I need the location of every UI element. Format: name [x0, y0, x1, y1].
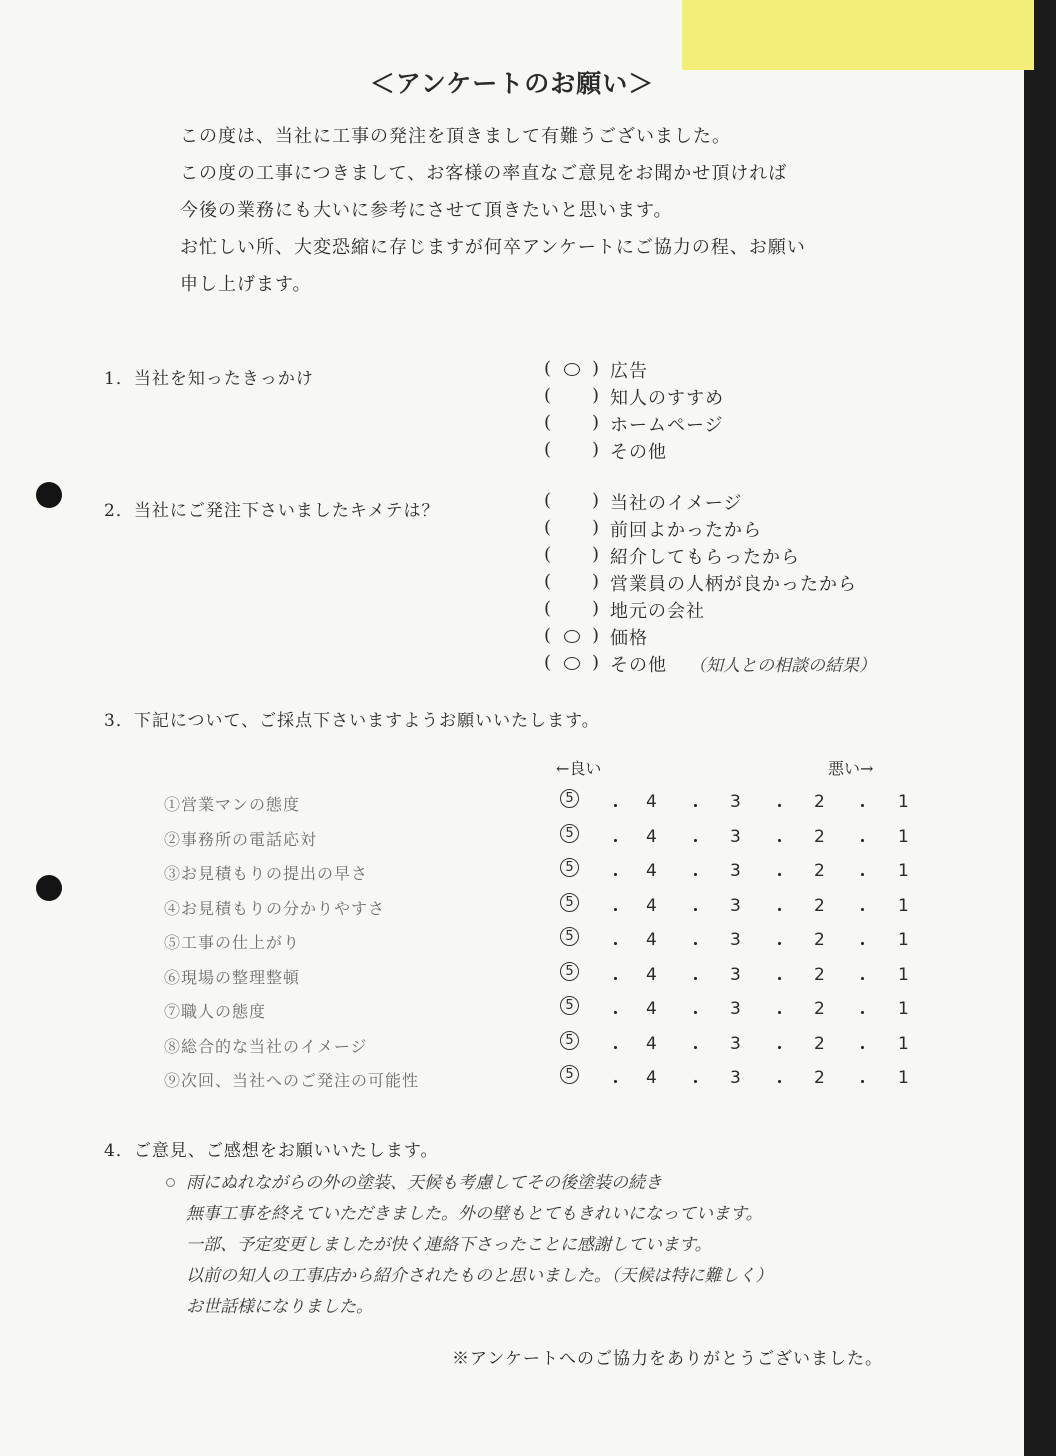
rating-item-label: ①営業マンの態度 [164, 795, 301, 814]
option-label: その他 [610, 441, 667, 463]
binder-hole-bottom [36, 875, 62, 901]
score-1-option[interactable]: 1 [898, 861, 909, 881]
q2-title: 2．当社にご発注下さいましたキメテは？ [104, 501, 440, 521]
score-1-option[interactable]: 1 [898, 1068, 909, 1088]
option-label: 当社のイメージ [610, 492, 743, 514]
comment-bullet-icon [166, 1178, 175, 1187]
q2-option[interactable]: ( ) 前回よかったから [544, 516, 762, 541]
q2-options [544, 488, 984, 677]
score-3-option[interactable]: 3 [730, 930, 741, 950]
circle-mark-icon [564, 630, 580, 643]
score-3-option[interactable]: 3 [730, 826, 741, 847]
q2-option[interactable]: ( ) その他 （知人との相談の結果） [544, 651, 876, 676]
score-5-selected[interactable]: 5 [560, 927, 579, 946]
rating-row [164, 928, 924, 963]
scale-bad-label: 悪い→ [828, 759, 874, 778]
separator-dot: ・ [771, 1073, 788, 1093]
separator-dot: ・ [854, 900, 871, 921]
score-2-option[interactable]: 2 [814, 895, 825, 916]
score-4-option[interactable]: 4 [646, 861, 657, 881]
separator-dot: ・ [854, 831, 871, 852]
comment-line: 以前の知人の工事店から紹介されたものと思いました。（天候は特に難しく） [186, 1266, 773, 1286]
option-label: 紹介してもらったから [610, 546, 800, 568]
separator-dot: ・ [854, 935, 871, 955]
separator-dot: ・ [854, 1073, 871, 1093]
separator-dot: ・ [607, 969, 624, 990]
score-4-option[interactable]: 4 [646, 1033, 657, 1054]
score-5-selected[interactable]: 5 [560, 996, 579, 1015]
rating-item-label: ③お見積もりの提出の早さ [164, 864, 369, 883]
separator-dot: ・ [687, 866, 704, 886]
separator-dot: ・ [607, 797, 624, 817]
separator-dot: ・ [687, 969, 704, 990]
score-4-option[interactable]: 4 [646, 999, 657, 1019]
score-2-option[interactable]: 2 [814, 964, 825, 985]
score-3-option[interactable]: 3 [730, 999, 741, 1019]
score-3-option[interactable]: 3 [730, 1033, 741, 1054]
score-5-selected[interactable]: 5 [560, 824, 579, 843]
separator-dot: ・ [607, 935, 624, 955]
circle-mark-icon [564, 363, 580, 376]
circle-mark-icon [564, 657, 580, 670]
separator-dot: ・ [607, 900, 624, 921]
q1-option[interactable]: ( ) ホームページ [544, 411, 724, 436]
separator-dot: ・ [687, 1073, 704, 1093]
score-1-option[interactable]: 1 [898, 895, 909, 916]
rating-item-label: ⑧総合的な当社のイメージ [164, 1036, 368, 1056]
separator-dot: ・ [854, 1004, 871, 1024]
option-label: 広告 [610, 360, 648, 382]
intro-text [180, 118, 900, 303]
separator-dot: ・ [687, 1038, 704, 1059]
score-3-option[interactable]: 3 [730, 1068, 741, 1088]
binder-hole-top [36, 482, 62, 508]
rating-item-label: ⑦職人の態度 [164, 1002, 267, 1021]
score-4-option[interactable]: 4 [646, 792, 657, 812]
q3-title: 3．下記について、ご採点下さいますようお願いいたします。 [104, 711, 600, 731]
score-5-selected[interactable]: 5 [560, 962, 579, 981]
rating-row [164, 1032, 924, 1067]
separator-dot: ・ [771, 900, 788, 921]
score-4-option[interactable]: 4 [646, 930, 657, 950]
option-label: 地元の会社 [610, 600, 705, 622]
separator-dot: ・ [607, 1004, 624, 1024]
sticky-note [682, 0, 1034, 70]
page-title: ＜アンケートのお願い＞ [369, 69, 655, 98]
separator-dot: ・ [687, 797, 704, 817]
score-2-option[interactable]: 2 [814, 930, 825, 950]
score-3-option[interactable]: 3 [730, 792, 741, 812]
separator-dot: ・ [607, 866, 624, 886]
score-5-selected[interactable]: 5 [560, 1065, 579, 1084]
score-2-option[interactable]: 2 [814, 861, 825, 881]
score-2-option[interactable]: 2 [814, 999, 825, 1019]
score-5-selected[interactable]: 5 [560, 1031, 579, 1050]
separator-dot: ・ [687, 900, 704, 921]
q2-option[interactable]: ( ) 価格 [544, 624, 648, 649]
thanks-note: ※アンケートへのご協力をありがとうございました。 [452, 1349, 883, 1369]
intro-line: この度は、当社に工事の発注を頂きまして有難うございました。 [180, 126, 731, 147]
rating-item-label: ②事務所の電話応対 [164, 829, 318, 849]
separator-dot: ・ [607, 1073, 624, 1093]
separator-dot: ・ [771, 831, 788, 852]
separator-dot: ・ [771, 1038, 788, 1059]
separator-dot: ・ [771, 797, 788, 817]
q4-title: 4．ご意見、ご感想をお願いいたします。 [104, 1141, 439, 1161]
scale-good-label: ←良い [556, 759, 602, 778]
score-1-option[interactable]: 1 [898, 1033, 909, 1054]
q1-option[interactable]: ( ) 知人のすすめ [544, 384, 725, 409]
intro-line: 今後の業務にも大いに参考にさせて頂きたいと思います。 [180, 200, 673, 221]
separator-dot: ・ [854, 866, 871, 886]
score-1-option[interactable]: 1 [898, 930, 909, 950]
option-label: ホームページ [610, 414, 724, 436]
separator-dot: ・ [854, 797, 871, 817]
rating-row [164, 825, 924, 860]
other-note-handwritten: （知人との相談の結果） [689, 656, 876, 676]
separator-dot: ・ [607, 1038, 624, 1059]
score-1-option[interactable]: 1 [898, 792, 909, 812]
q1-option[interactable]: ( ) 広告 [544, 357, 648, 382]
score-2-option[interactable]: 2 [814, 1068, 825, 1088]
rating-item-label: ⑥現場の整理整頓 [164, 967, 301, 987]
score-1-option[interactable]: 1 [898, 826, 909, 847]
comment-line: お世話様になりました。 [186, 1297, 373, 1317]
score-1-option[interactable]: 1 [898, 964, 909, 985]
score-4-option[interactable]: 4 [646, 1068, 657, 1088]
separator-dot: ・ [771, 969, 788, 990]
option-label: 価格 [610, 627, 648, 649]
score-4-option[interactable]: 4 [646, 826, 657, 847]
rating-row [164, 790, 924, 825]
rating-item-label: ④お見積もりの分かりやすさ [164, 898, 386, 918]
q2-option[interactable]: ( ) 地元の会社 [544, 597, 705, 622]
score-2-option[interactable]: 2 [814, 792, 825, 812]
separator-dot: ・ [687, 1004, 704, 1024]
option-label: その他 [610, 654, 667, 676]
score-4-option[interactable]: 4 [646, 895, 657, 916]
separator-dot: ・ [854, 1038, 871, 1059]
separator-dot: ・ [607, 831, 624, 852]
intro-line: この度の工事につきまして、お客様の率直なご意見をお聞かせ頂ければ [180, 163, 788, 184]
separator-dot: ・ [687, 831, 704, 852]
separator-dot: ・ [771, 1004, 788, 1024]
q2-option[interactable]: ( ) 紹介してもらったから [544, 543, 800, 568]
score-3-option[interactable]: 3 [730, 895, 741, 916]
rating-row [164, 963, 924, 998]
q2-option[interactable]: ( ) 営業員の人柄が良かったから [544, 570, 857, 595]
option-label: 営業員の人柄が良かったから [610, 573, 857, 595]
score-1-option[interactable]: 1 [898, 999, 909, 1019]
score-2-option[interactable]: 2 [814, 1033, 825, 1054]
score-2-option[interactable]: 2 [814, 826, 825, 847]
score-5-selected[interactable]: 5 [560, 789, 579, 808]
handwritten-comments [186, 1168, 986, 1323]
intro-line: お忙しい所、大変恐縮に存じますが何卒アンケートにご協力の程、お願い [180, 237, 806, 258]
option-label: 知人のすすめ [610, 387, 725, 409]
rating-item-label: ⑨次回、当社へのご発注の可能性 [164, 1071, 420, 1090]
separator-dot: ・ [854, 969, 871, 990]
q2-option[interactable]: ( ) 当社のイメージ [544, 489, 743, 514]
rating-row [164, 1066, 924, 1101]
option-label: 前回よかったから [610, 519, 762, 541]
q1-options [544, 356, 984, 464]
comment-line: 雨にぬれながらの外の塗装、天候も考慮してその後塗装の続き [186, 1173, 662, 1193]
score-3-option[interactable]: 3 [730, 861, 741, 881]
intro-line: 申し上げます。 [180, 274, 312, 295]
rating-item-label: ⑤工事の仕上がり [164, 933, 301, 952]
separator-dot: ・ [771, 935, 788, 955]
q1-option[interactable]: ( ) その他 [544, 438, 667, 463]
rating-row [164, 894, 924, 929]
rating-table [164, 790, 924, 1101]
separator-dot: ・ [771, 866, 788, 886]
comment-line: 一部、予定変更しましたが快く連絡下さったことに感謝しています。 [186, 1235, 712, 1255]
comment-line: 無事工事を終えていただきました。外の壁もとてもきれいになっています。 [186, 1204, 763, 1224]
q1-title: 1．当社を知ったきっかけ [104, 369, 314, 389]
rating-row [164, 859, 924, 894]
separator-dot: ・ [687, 935, 704, 955]
score-5-selected[interactable]: 5 [560, 858, 579, 877]
score-5-selected[interactable]: 5 [560, 893, 579, 912]
score-4-option[interactable]: 4 [646, 964, 657, 985]
score-3-option[interactable]: 3 [730, 964, 741, 985]
rating-row [164, 997, 924, 1032]
